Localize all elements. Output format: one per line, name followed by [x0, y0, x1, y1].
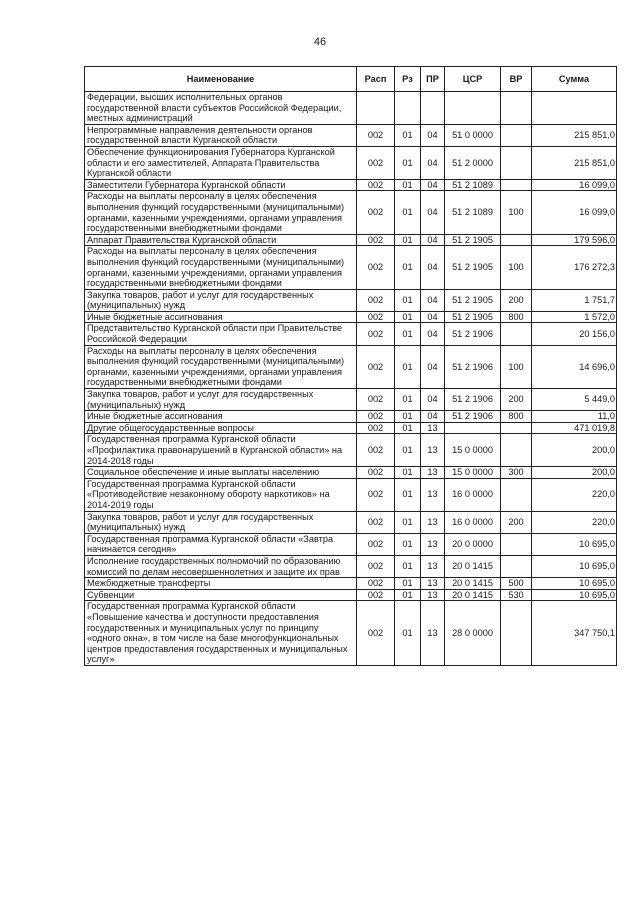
cell-rz: 01 — [395, 124, 421, 146]
table-row — [85, 92, 617, 125]
cell-pr: 13 — [421, 478, 445, 511]
cell-csr: 51 2 1089 — [445, 179, 501, 191]
cell-name: Заместители Губернатора Курганской области — [85, 179, 357, 191]
cell-csr: 28 0 0000 — [445, 601, 501, 666]
cell-vr — [501, 533, 532, 555]
cell-pr: 13 — [421, 533, 445, 555]
table-row — [85, 467, 617, 479]
cell-rz: 01 — [395, 422, 421, 434]
cell-csr: 51 2 0000 — [445, 146, 501, 179]
header-rasp: Расп — [357, 67, 395, 92]
cell-name: Аппарат Правительства Курганской области — [85, 234, 357, 246]
cell-vr: 100 — [501, 191, 532, 234]
cell-csr: 51 2 1905 — [445, 246, 501, 289]
cell-csr: 15 0 0000 — [445, 467, 501, 479]
cell-pr: 13 — [421, 467, 445, 479]
cell-pr: 04 — [421, 124, 445, 146]
cell-rasp: 002 — [357, 411, 395, 423]
cell-pr: 04 — [421, 311, 445, 323]
cell-pr: 13 — [421, 422, 445, 434]
cell-vr: 200 — [501, 389, 532, 411]
cell-rz: 01 — [395, 555, 421, 577]
cell-rasp: 002 — [357, 234, 395, 246]
table-body — [85, 92, 617, 666]
cell-rz: 01 — [395, 578, 421, 590]
cell-rz — [395, 92, 421, 125]
cell-sum: 200,0 — [532, 434, 617, 467]
cell-name: Субвенции — [85, 589, 357, 601]
cell-rz: 01 — [395, 601, 421, 666]
cell-pr: 13 — [421, 589, 445, 601]
cell-name: Государственная программа Курганской области «Повышение качества и доступности предоставления государственных и муниципальных услуг по принципу «одного окна», в том числе на базе многофункциональных центров предоставления государственных и муниципальных услуг» — [85, 601, 357, 666]
cell-name: Межбюджетные трансферты — [85, 578, 357, 590]
cell-sum: 16 099,0 — [532, 191, 617, 234]
table-row — [85, 246, 617, 289]
table-row — [85, 555, 617, 577]
cell-vr: 800 — [501, 311, 532, 323]
cell-rasp: 002 — [357, 311, 395, 323]
cell-sum: 179 596,0 — [532, 234, 617, 246]
cell-vr — [501, 179, 532, 191]
cell-pr: 13 — [421, 555, 445, 577]
cell-sum: 10 695,0 — [532, 555, 617, 577]
cell-name: Расходы на выплаты персоналу в целях обеспечения выполнения функций государственными (муниципальными) органами, казенными учреждениями, органами управления государственными внебюджетными фондами — [85, 191, 357, 234]
cell-vr — [501, 234, 532, 246]
cell-sum: 11,0 — [532, 411, 617, 423]
cell-rz: 01 — [395, 434, 421, 467]
cell-pr: 04 — [421, 246, 445, 289]
cell-name: Непрограммные направления деятельности органов государственной власти Курганской области — [85, 124, 357, 146]
cell-rz: 01 — [395, 191, 421, 234]
cell-vr: 100 — [501, 246, 532, 289]
cell-name: Закупка товаров, работ и услуг для государственных (муниципальных) нужд — [85, 511, 357, 533]
cell-csr: 51 2 1906 — [445, 411, 501, 423]
table-row — [85, 422, 617, 434]
cell-rasp: 002 — [357, 323, 395, 345]
cell-vr — [501, 555, 532, 577]
cell-csr: 51 0 0000 — [445, 124, 501, 146]
cell-pr: 04 — [421, 323, 445, 345]
cell-name: Государственная программа Курганской области «Противодействие незаконному обороту наркотиков» на 2014-2019 годы — [85, 478, 357, 511]
cell-vr: 800 — [501, 411, 532, 423]
cell-rasp — [357, 92, 395, 125]
cell-rasp: 002 — [357, 146, 395, 179]
cell-csr: 20 0 0000 — [445, 533, 501, 555]
cell-rz: 01 — [395, 589, 421, 601]
header-sum: Сумма — [532, 67, 617, 92]
cell-rasp: 002 — [357, 246, 395, 289]
cell-sum: 471 019,8 — [532, 422, 617, 434]
table-row — [85, 478, 617, 511]
cell-name: Иные бюджетные ассигнования — [85, 311, 357, 323]
cell-csr: 16 0 0000 — [445, 478, 501, 511]
cell-name: Расходы на выплаты персоналу в целях обеспечения выполнения функций государственными (муниципальными) органами, казенными учреждениями, органами управления государственными внебюджетными фондами — [85, 246, 357, 289]
cell-csr — [445, 92, 501, 125]
cell-sum: 176 272,3 — [532, 246, 617, 289]
cell-csr: 51 2 1905 — [445, 311, 501, 323]
cell-rz: 01 — [395, 389, 421, 411]
cell-rz: 01 — [395, 411, 421, 423]
cell-rasp: 002 — [357, 389, 395, 411]
table-row — [85, 323, 617, 345]
cell-csr — [445, 422, 501, 434]
table-row — [85, 311, 617, 323]
header-rz: Рз — [395, 67, 421, 92]
cell-rasp: 002 — [357, 289, 395, 311]
cell-name: Федерации, высших исполнительных органов государственной власти субъектов Российской Федерации, местных администраций — [85, 92, 357, 125]
cell-sum: 215 851,0 — [532, 146, 617, 179]
cell-vr — [501, 422, 532, 434]
cell-vr: 530 — [501, 589, 532, 601]
cell-rz: 01 — [395, 179, 421, 191]
cell-vr — [501, 146, 532, 179]
cell-rz: 01 — [395, 478, 421, 511]
table-row — [85, 389, 617, 411]
cell-pr: 13 — [421, 434, 445, 467]
cell-rasp: 002 — [357, 601, 395, 666]
table-row — [85, 533, 617, 555]
cell-rz: 01 — [395, 246, 421, 289]
cell-sum — [532, 92, 617, 125]
cell-rasp: 002 — [357, 422, 395, 434]
cell-rasp: 002 — [357, 124, 395, 146]
cell-vr: 200 — [501, 511, 532, 533]
table-row — [85, 345, 617, 388]
table-row — [85, 179, 617, 191]
cell-sum: 1 751,7 — [532, 289, 617, 311]
cell-pr: 04 — [421, 191, 445, 234]
cell-rz: 01 — [395, 511, 421, 533]
cell-sum: 20 156,0 — [532, 323, 617, 345]
cell-rasp: 002 — [357, 511, 395, 533]
cell-csr: 51 2 1905 — [445, 234, 501, 246]
cell-csr: 20 0 1415 — [445, 578, 501, 590]
cell-rasp: 002 — [357, 191, 395, 234]
cell-pr: 13 — [421, 578, 445, 590]
cell-name: Расходы на выплаты персоналу в целях обеспечения выполнения функций государственными (муниципальными) органами, казенными учреждениями, органами управления государственными внебюджетными фондами — [85, 345, 357, 388]
table-row — [85, 511, 617, 533]
cell-csr: 20 0 1415 — [445, 589, 501, 601]
cell-sum: 16 099,0 — [532, 179, 617, 191]
cell-vr — [501, 478, 532, 511]
cell-rasp: 002 — [357, 478, 395, 511]
cell-vr — [501, 92, 532, 125]
table-row — [85, 289, 617, 311]
cell-name: Представительство Курганской области при Правительстве Российской Федерации — [85, 323, 357, 345]
cell-csr: 16 0 0000 — [445, 511, 501, 533]
cell-name: Государственная программа Курганской области «Профилактика правонарушений в Курганской области» на 2014-2018 годы — [85, 434, 357, 467]
cell-name: Государственная программа Курганской области «Завтра начинается сегодня» — [85, 533, 357, 555]
cell-pr: 13 — [421, 601, 445, 666]
cell-rasp: 002 — [357, 467, 395, 479]
cell-pr: 04 — [421, 179, 445, 191]
cell-vr — [501, 601, 532, 666]
cell-pr — [421, 92, 445, 125]
cell-sum: 10 695,0 — [532, 578, 617, 590]
cell-vr — [501, 323, 532, 345]
cell-rasp: 002 — [357, 179, 395, 191]
table-row — [85, 589, 617, 601]
cell-rz: 01 — [395, 323, 421, 345]
table-header-row — [85, 67, 617, 92]
table-row — [85, 234, 617, 246]
table-row — [85, 434, 617, 467]
cell-sum: 200,0 — [532, 467, 617, 479]
table-row — [85, 578, 617, 590]
table-row — [85, 411, 617, 423]
cell-name: Исполнение государственных полномочий по образованию комиссий по делам несовершеннолетних и защите их прав — [85, 555, 357, 577]
cell-rz: 01 — [395, 345, 421, 388]
cell-rz: 01 — [395, 467, 421, 479]
cell-vr: 300 — [501, 467, 532, 479]
cell-rz: 01 — [395, 234, 421, 246]
cell-pr: 04 — [421, 345, 445, 388]
table-row — [85, 124, 617, 146]
cell-pr: 04 — [421, 289, 445, 311]
cell-csr: 51 2 1089 — [445, 191, 501, 234]
cell-csr: 15 0 0000 — [445, 434, 501, 467]
cell-sum: 10 695,0 — [532, 533, 617, 555]
table-row — [85, 191, 617, 234]
cell-csr: 20 0 1415 — [445, 555, 501, 577]
cell-name: Закупка товаров, работ и услуг для государственных (муниципальных) нужд — [85, 289, 357, 311]
cell-vr — [501, 124, 532, 146]
cell-name: Социальное обеспечение и иные выплаты населению — [85, 467, 357, 479]
cell-sum: 347 750,1 — [532, 601, 617, 666]
header-name: Наименование — [85, 67, 357, 92]
cell-sum: 220,0 — [532, 478, 617, 511]
cell-vr: 100 — [501, 345, 532, 388]
cell-csr: 51 2 1906 — [445, 323, 501, 345]
cell-name: Обеспечение функционирования Губернатора Курганской области и его заместителей, Аппарата Правительства Курганской области — [85, 146, 357, 179]
budget-table — [84, 66, 617, 666]
cell-sum: 5 449,0 — [532, 389, 617, 411]
header-pr: ПР — [421, 67, 445, 92]
table-row — [85, 601, 617, 666]
cell-sum: 220,0 — [532, 511, 617, 533]
cell-rasp: 002 — [357, 555, 395, 577]
cell-sum: 215 851,0 — [532, 124, 617, 146]
cell-rz: 01 — [395, 289, 421, 311]
cell-sum: 10 695,0 — [532, 589, 617, 601]
cell-vr: 200 — [501, 289, 532, 311]
cell-pr: 04 — [421, 389, 445, 411]
page-number: 46 — [313, 36, 327, 48]
cell-csr: 51 2 1906 — [445, 345, 501, 388]
cell-rasp: 002 — [357, 533, 395, 555]
cell-name: Другие общегосударственные вопросы — [85, 422, 357, 434]
cell-rasp: 002 — [357, 578, 395, 590]
cell-csr: 51 2 1905 — [445, 289, 501, 311]
cell-rasp: 002 — [357, 589, 395, 601]
cell-pr: 04 — [421, 234, 445, 246]
cell-sum: 14 696,0 — [532, 345, 617, 388]
cell-csr: 51 2 1906 — [445, 389, 501, 411]
cell-name: Иные бюджетные ассигнования — [85, 411, 357, 423]
cell-pr: 04 — [421, 146, 445, 179]
cell-rz: 01 — [395, 146, 421, 179]
cell-rz: 01 — [395, 311, 421, 323]
cell-rasp: 002 — [357, 434, 395, 467]
header-csr: ЦСР — [445, 67, 501, 92]
cell-rasp: 002 — [357, 345, 395, 388]
cell-name: Закупка товаров, работ и услуг для государственных (муниципальных) нужд — [85, 389, 357, 411]
header-vr: ВР — [501, 67, 532, 92]
cell-sum: 1 572,0 — [532, 311, 617, 323]
cell-pr: 04 — [421, 411, 445, 423]
cell-pr: 13 — [421, 511, 445, 533]
cell-vr: 500 — [501, 578, 532, 590]
table-row — [85, 146, 617, 179]
cell-vr — [501, 434, 532, 467]
cell-rz: 01 — [395, 533, 421, 555]
